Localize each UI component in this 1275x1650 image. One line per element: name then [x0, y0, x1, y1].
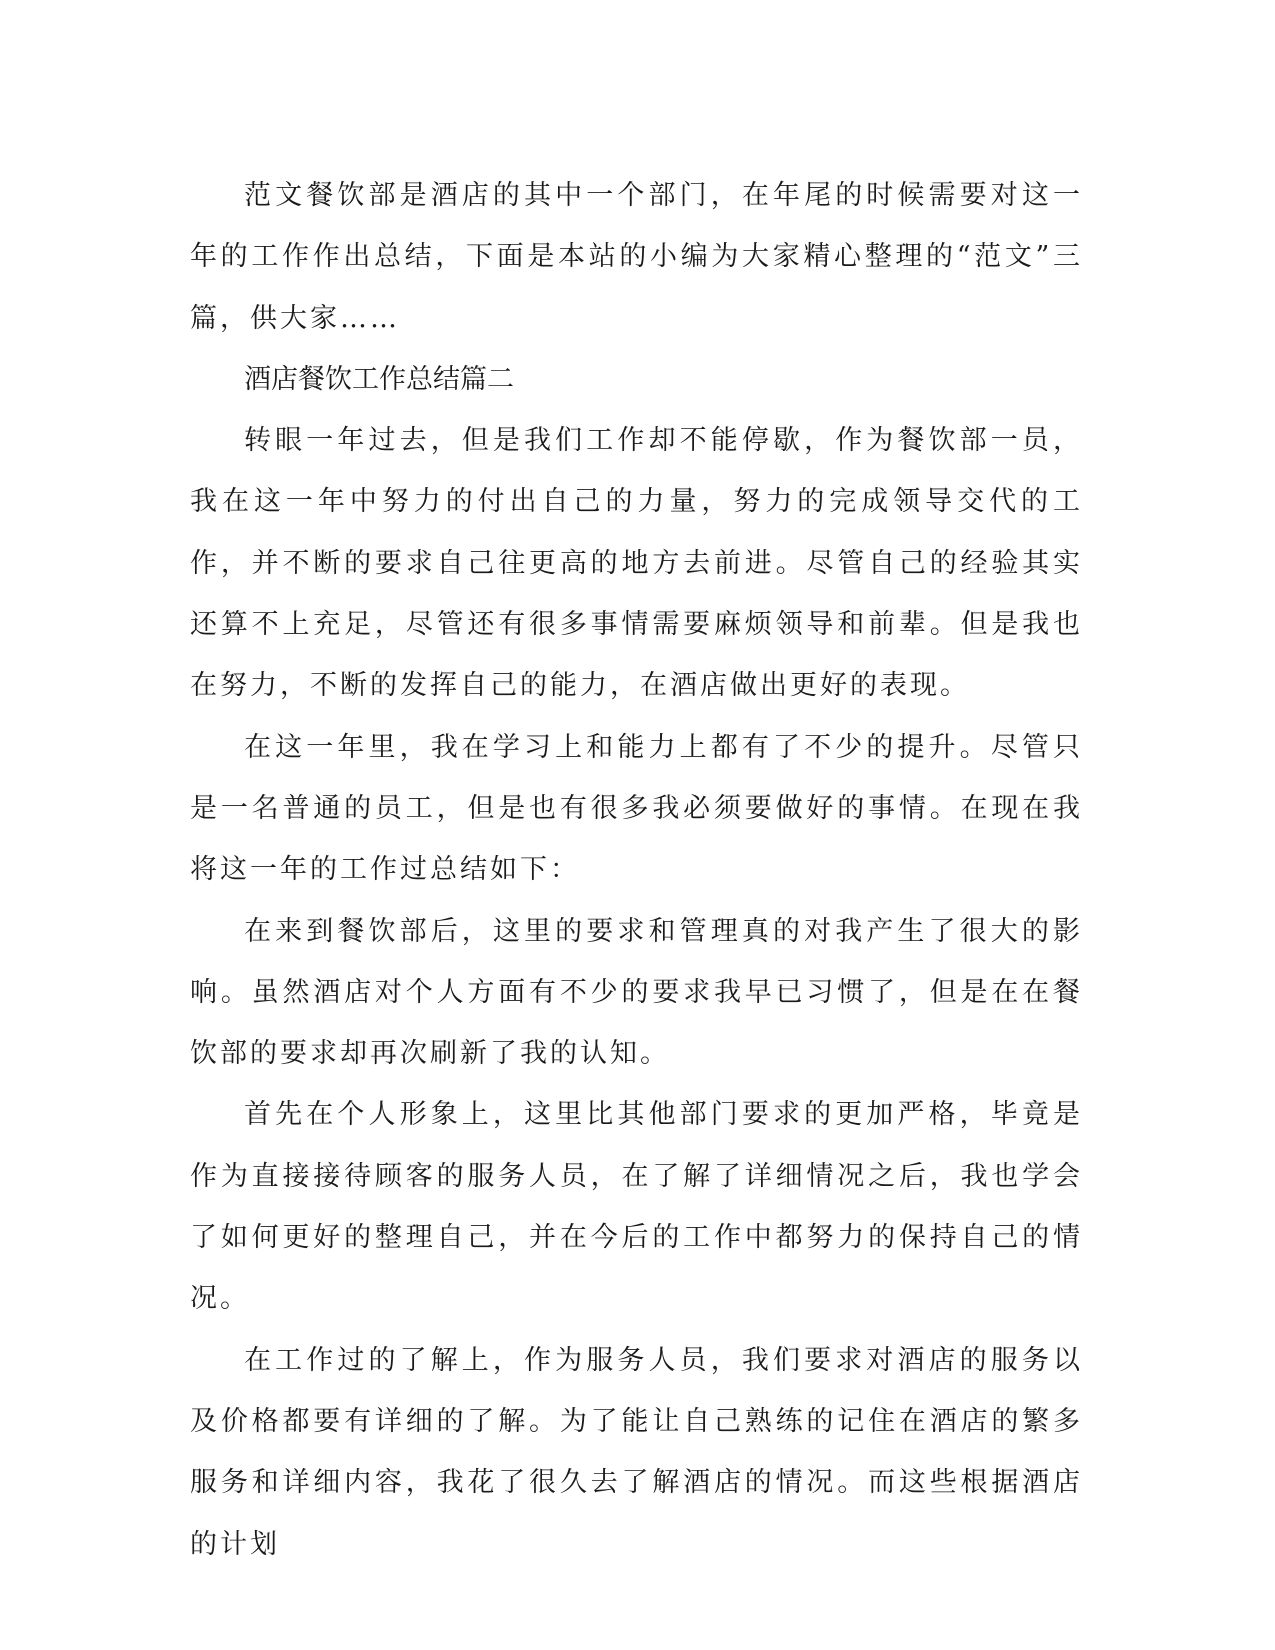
body-paragraph: 转眼一年过去，但是我们工作却不能停歇，作为餐饮部一员，我在这一年中努力的付出自己的力量，努力的完成领导交代的工作，并不断的要求自己往更高的地方去前进。尽管自己的经验其实还算不上充足，尽管还有很多事情需要麻烦领导和前辈。但是我也在努力，不断的发挥自己的能力，在酒店做出更好的表现。	[190, 425, 1083, 702]
intro-paragraph: 范文餐饮部是酒店的其中一个部门，在年尾的时候需要对这一年的工作作出总结，下面是本站的小编为大家精心整理的“范文”三篇，供大家……	[190, 180, 1083, 334]
body-paragraph: 在这一年里，我在学习上和能力上都有了不少的提升。尽管只是一名普通的员工，但是也有很多我必须要做好的事情。在现在我将这一年的工作过总结如下：	[190, 731, 1083, 886]
body-paragraph: 在来到餐饮部后，这里的要求和管理真的对我产生了很大的影响。虽然酒店对个人方面有不少的要求我早已习惯了，但是在在餐饮部的要求却再次刷新了我的认知。	[190, 915, 1083, 1070]
body-paragraph: 在工作过的了解上，作为服务人员，我们要求对酒店的服务以及价格都要有详细的了解。为了能让自己熟练的记住在酒店的繁多服务和详细内容，我花了很久去了解酒店的情况。而这些根据酒店的计划	[190, 1344, 1083, 1560]
section-heading: 酒店餐饮工作总结篇二	[244, 363, 514, 395]
body-paragraph: 首先在个人形象上，这里比其他部门要求的更加严格，毕竟是作为直接接待顾客的服务人员，在了解了详细情况之后，我也学会了如何更好的整理自己，并在今后的工作中都努力的保持自己的情况。	[190, 1099, 1083, 1315]
document-body	[190, 165, 1083, 1575]
